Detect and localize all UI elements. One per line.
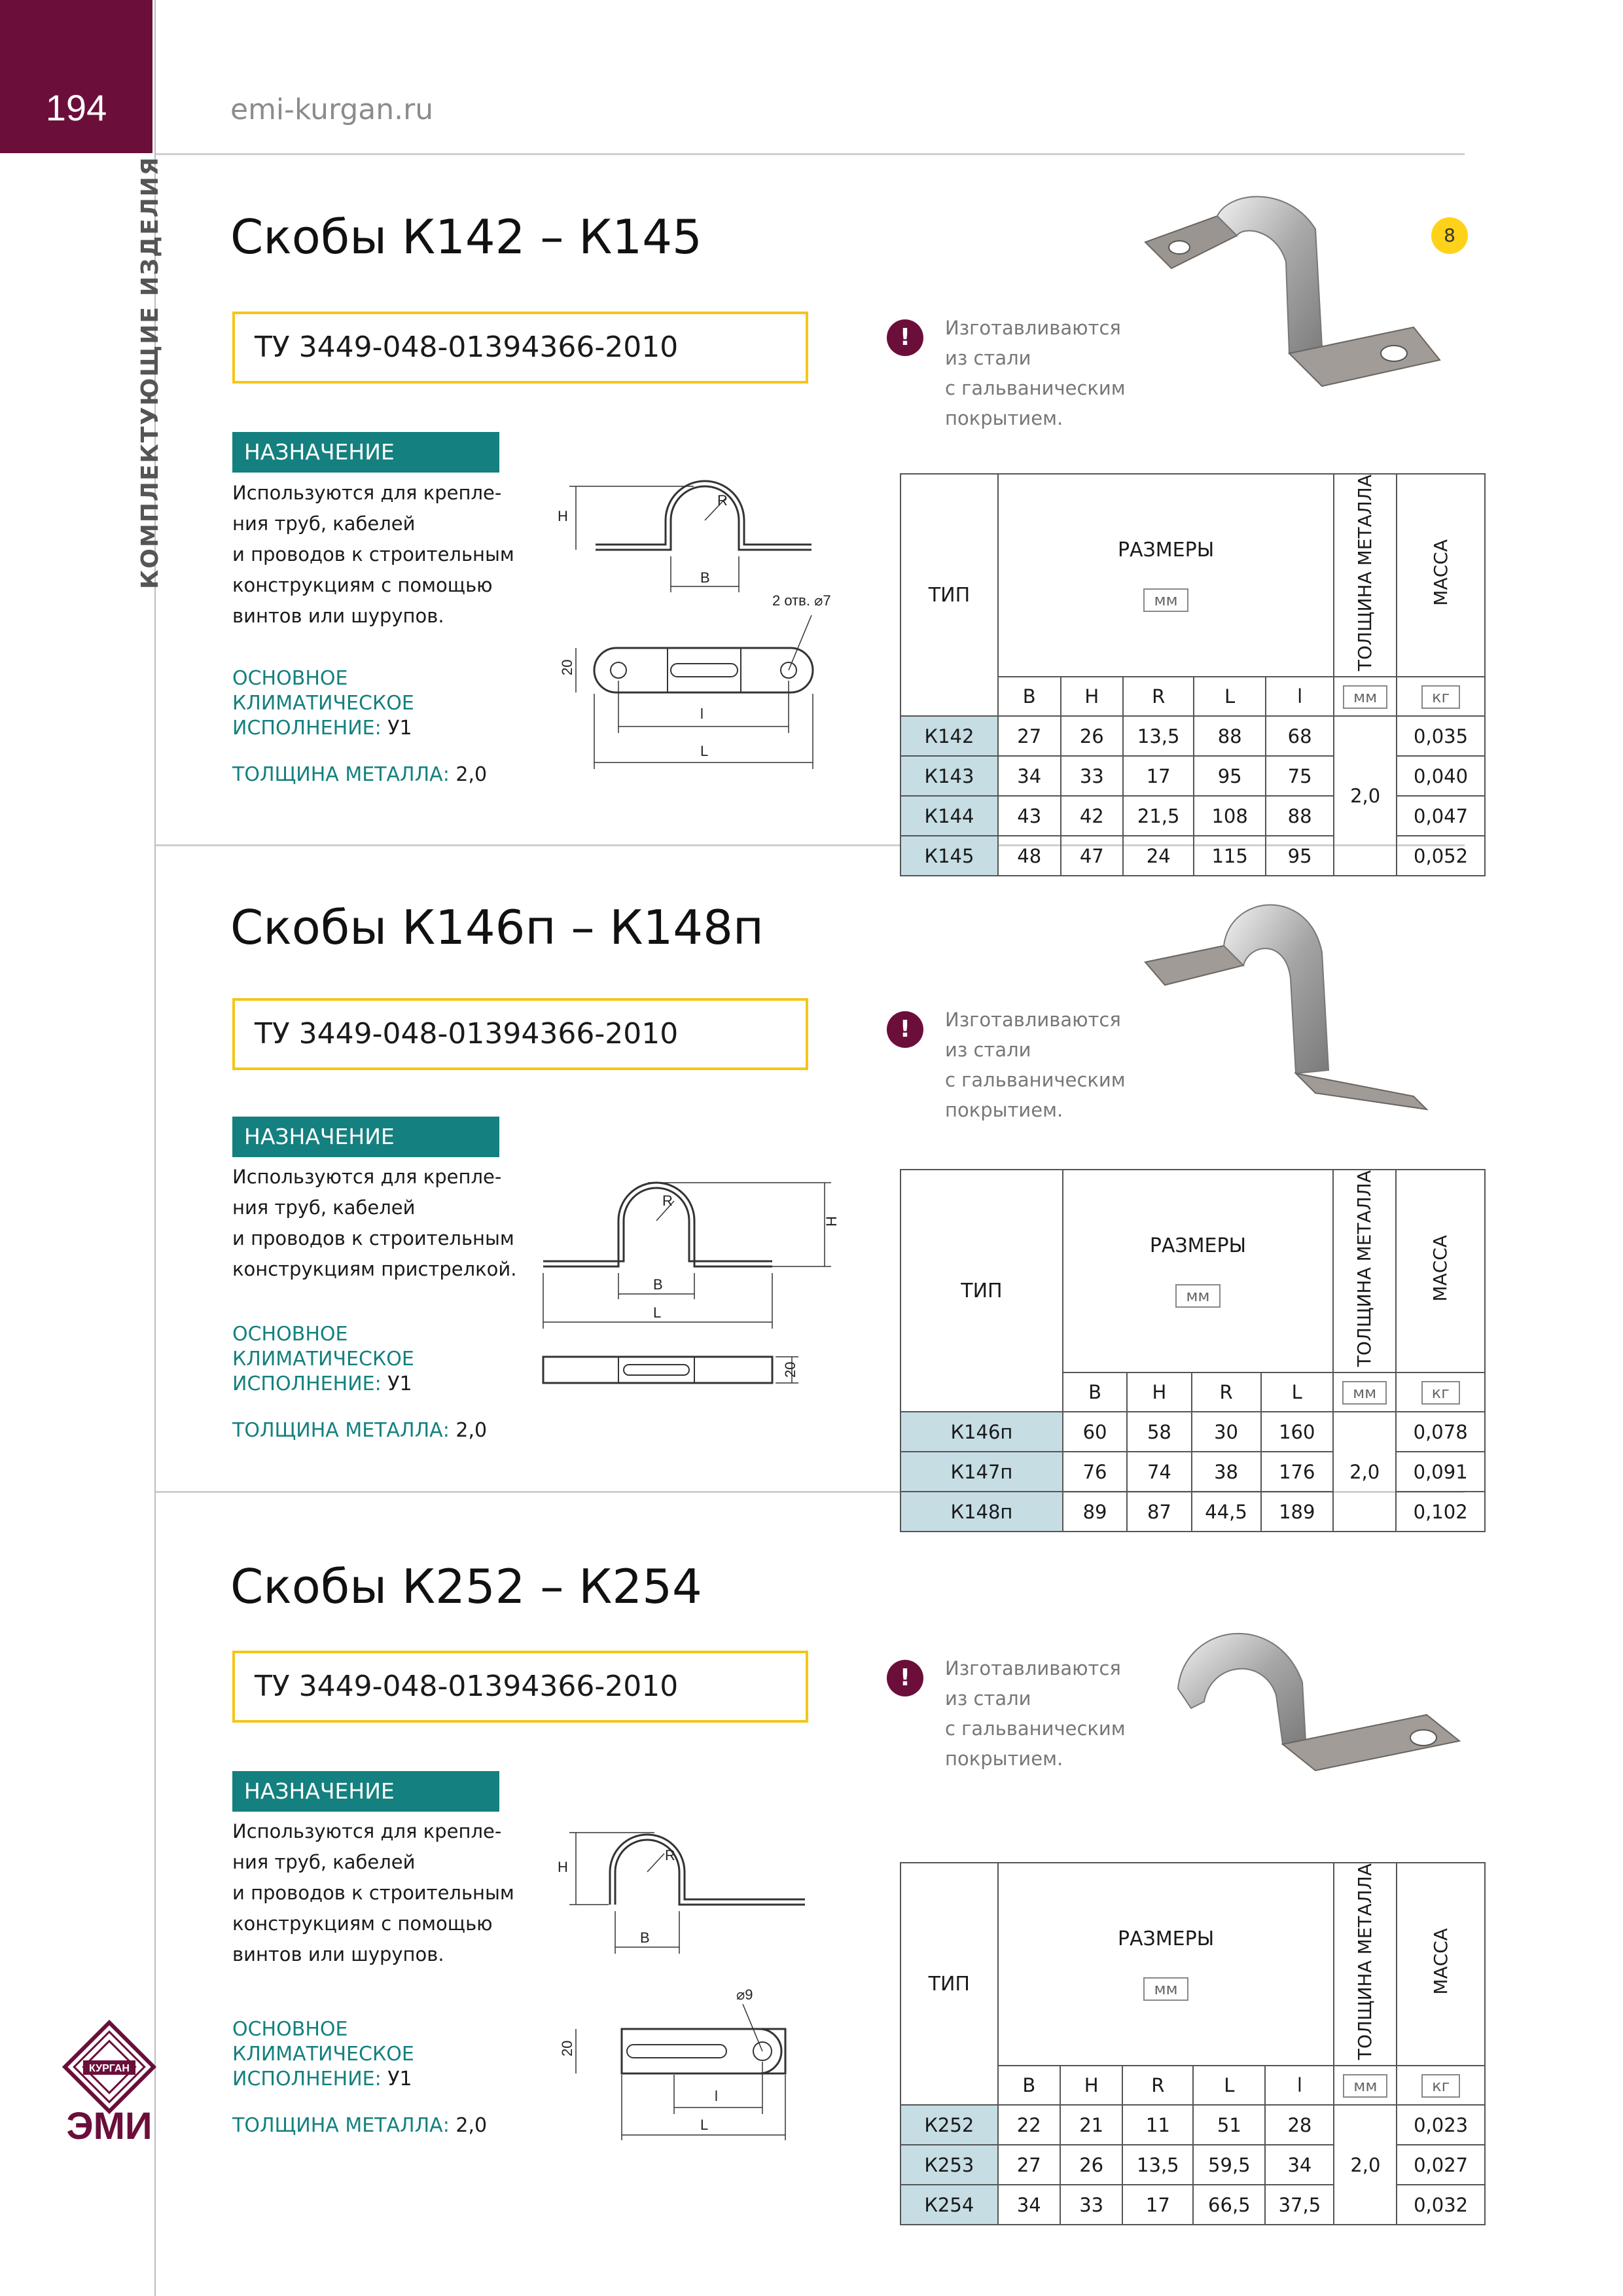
header-type: ТИП [901,1170,1063,1412]
col-header: R [1122,2066,1193,2105]
bracket-drawing [537,458,831,792]
col-header: H [1127,1372,1191,1412]
spec-table [900,473,1486,876]
purpose-label: НАЗНАЧЕНИЕ [232,1771,499,1812]
svg-text:B: B [640,1929,650,1946]
section-title: Скобы К142 – К145 [230,209,702,264]
warning-icon: ! [887,1660,923,1696]
spec-table [900,1169,1486,1532]
table-row: К147п 76 74 38 176 0,091 [901,1452,1485,1492]
svg-text:20: 20 [559,659,575,675]
table-row: К252 22 21 11 51 28 2,0 0,023 [901,2105,1485,2145]
site-url[interactable]: emi-kurgan.ru [230,93,434,126]
col-header: L [1193,2066,1265,2105]
thickness-unit: мм [1334,677,1397,716]
table-row: К253 27 26 13,5 59,5 34 0,027 [901,2145,1485,2185]
table-row: К144 43 42 21,5 108 88 0,047 [901,796,1485,836]
col-header: B [1063,1372,1127,1412]
svg-text:R: R [717,492,728,509]
table-row: К254 34 33 17 66,5 37,5 0,032 [901,2185,1485,2225]
bracket-photo [1139,893,1466,1142]
tu-spec-box: ТУ 3449-048-01394366-2010 [232,312,808,384]
svg-text:L: L [653,1304,662,1321]
purpose-label: НАЗНАЧЕНИЕ [232,432,499,473]
header-thickness: ТОЛЩИНА МЕТАЛЛА [1333,1170,1396,1372]
mass-unit: кг [1396,1372,1485,1412]
svg-text:H: H [558,508,568,524]
tu-spec-box: ТУ 3449-048-01394366-2010 [232,1651,808,1723]
purpose-text: Используются для крепле- ния труб, кабелей и проводов к строительным конструкциям с помощью винтов или шурупов. [232,482,514,627]
material-note: Изготавливаются из стали с гальваническим покрытием. [945,1009,1126,1121]
header-type: ТИП [901,474,998,716]
header-mass: МАССА [1397,1863,1485,2066]
side-section-label: КОМПЛЕКТУЮЩИЕ ИЗДЕЛИЯ [137,156,164,589]
page-badge: 8 [1431,217,1468,254]
tu-spec-box: ТУ 3449-048-01394366-2010 [232,998,808,1070]
bracket-drawing [537,1813,825,2140]
purpose-text: Используются для крепле- ния труб, кабелей и проводов к строительным конструкциям с помощью винтов или шурупов. [232,1820,514,1965]
svg-text:ЭМИ: ЭМИ [66,2105,152,2147]
header-sizes: РАЗМЕРЫ мм [998,474,1334,677]
climate-version: ОСНОВНОЕ КЛИМАТИЧЕСКОЕ ИСПОЛНЕНИЕ: У1 [232,667,414,740]
material-note: Изготавливаются из стали с гальваническим покрытием. [945,317,1126,429]
bracket-photo [1132,190,1459,425]
section-title: Скобы К252 – К254 [230,1559,702,1614]
svg-text:H: H [558,1859,568,1875]
section-title: Скобы К146п – К148п [230,900,764,955]
header-thickness: ТОЛЩИНА МЕТАЛЛА [1334,474,1397,677]
table-row: К142 27 26 13,5 88 68 2,0 0,035 [901,716,1485,756]
col-header: R [1192,1372,1261,1412]
col-header: R [1123,677,1194,716]
svg-text:20: 20 [559,2040,575,2056]
col-header: B [998,677,1061,716]
table-row: К146п 60 58 30 160 2,0 0,078 [901,1412,1485,1452]
svg-text:⌀9: ⌀9 [736,1986,753,2003]
bracket-drawing [537,1165,844,1401]
svg-text:КУРГАН: КУРГАН [89,2063,130,2074]
header-divider [156,153,1465,155]
material-note: Изготавливаются из стали с гальваническим покрытием. [945,1657,1126,1770]
svg-text:L: L [700,2117,709,2133]
metal-thickness: ТОЛЩИНА МЕТАЛЛА: 2,0 [232,1419,488,1442]
svg-text:R: R [665,1847,675,1863]
col-header: L [1261,1372,1334,1412]
metal-thickness: ТОЛЩИНА МЕТАЛЛА: 2,0 [232,2114,488,2137]
mass-unit: кг [1397,677,1485,716]
col-header: l [1265,2066,1334,2105]
header-mass: МАССА [1397,474,1485,677]
table-row: К145 48 47 24 115 95 0,052 [901,836,1485,876]
page-number: 194 [45,87,107,128]
svg-text:B: B [653,1276,663,1293]
table-row: К148п 89 87 44,5 189 0,102 [901,1492,1485,1532]
svg-text:l: l [715,2088,718,2104]
svg-text:L: L [700,743,709,759]
svg-text:l: l [700,706,704,722]
warning-icon: ! [887,319,923,356]
thickness-value: 2,0 [1334,716,1397,876]
climate-version: ОСНОВНОЕ КЛИМАТИЧЕСКОЕ ИСПОЛНЕНИЕ: У1 [232,1323,414,1395]
thickness-value: 2,0 [1334,2105,1397,2225]
purpose-label: НАЗНАЧЕНИЕ [232,1117,499,1157]
header-mass: МАССА [1396,1170,1485,1372]
col-header: L [1194,677,1266,716]
header-thickness: ТОЛЩИНА МЕТАЛЛА [1334,1863,1397,2066]
purpose-text: Используются для крепле- ния труб, кабелей и проводов к строительным конструкциям пристрелкой. [232,1166,517,1280]
thickness-unit: мм [1334,2066,1397,2105]
svg-text:H: H [823,1216,840,1227]
table-row: К143 34 33 17 95 75 0,040 [901,756,1485,796]
thickness-unit: мм [1333,1372,1396,1412]
emi-logo [60,2022,158,2147]
svg-text:R: R [662,1193,673,1209]
mass-unit: кг [1397,2066,1485,2105]
warning-icon: ! [887,1011,923,1048]
header-sizes: РАЗМЕРЫ мм [1063,1170,1333,1372]
header-sizes: РАЗМЕРЫ мм [998,1863,1334,2066]
spec-table [900,1862,1486,2225]
col-header: B [998,2066,1060,2105]
col-header: H [1060,2066,1122,2105]
col-header: H [1061,677,1124,716]
col-header: l [1266,677,1334,716]
bracket-photo [1165,1610,1472,1833]
metal-thickness: ТОЛЩИНА МЕТАЛЛА: 2,0 [232,763,488,786]
climate-version: ОСНОВНОЕ КЛИМАТИЧЕСКОЕ ИСПОЛНЕНИЕ: У1 [232,2018,414,2090]
svg-text:20: 20 [782,1361,798,1378]
thickness-value: 2,0 [1333,1412,1396,1532]
svg-text:2 отв. ⌀7: 2 отв. ⌀7 [772,592,831,609]
svg-text:B: B [700,569,710,586]
header-type: ТИП [901,1863,998,2105]
